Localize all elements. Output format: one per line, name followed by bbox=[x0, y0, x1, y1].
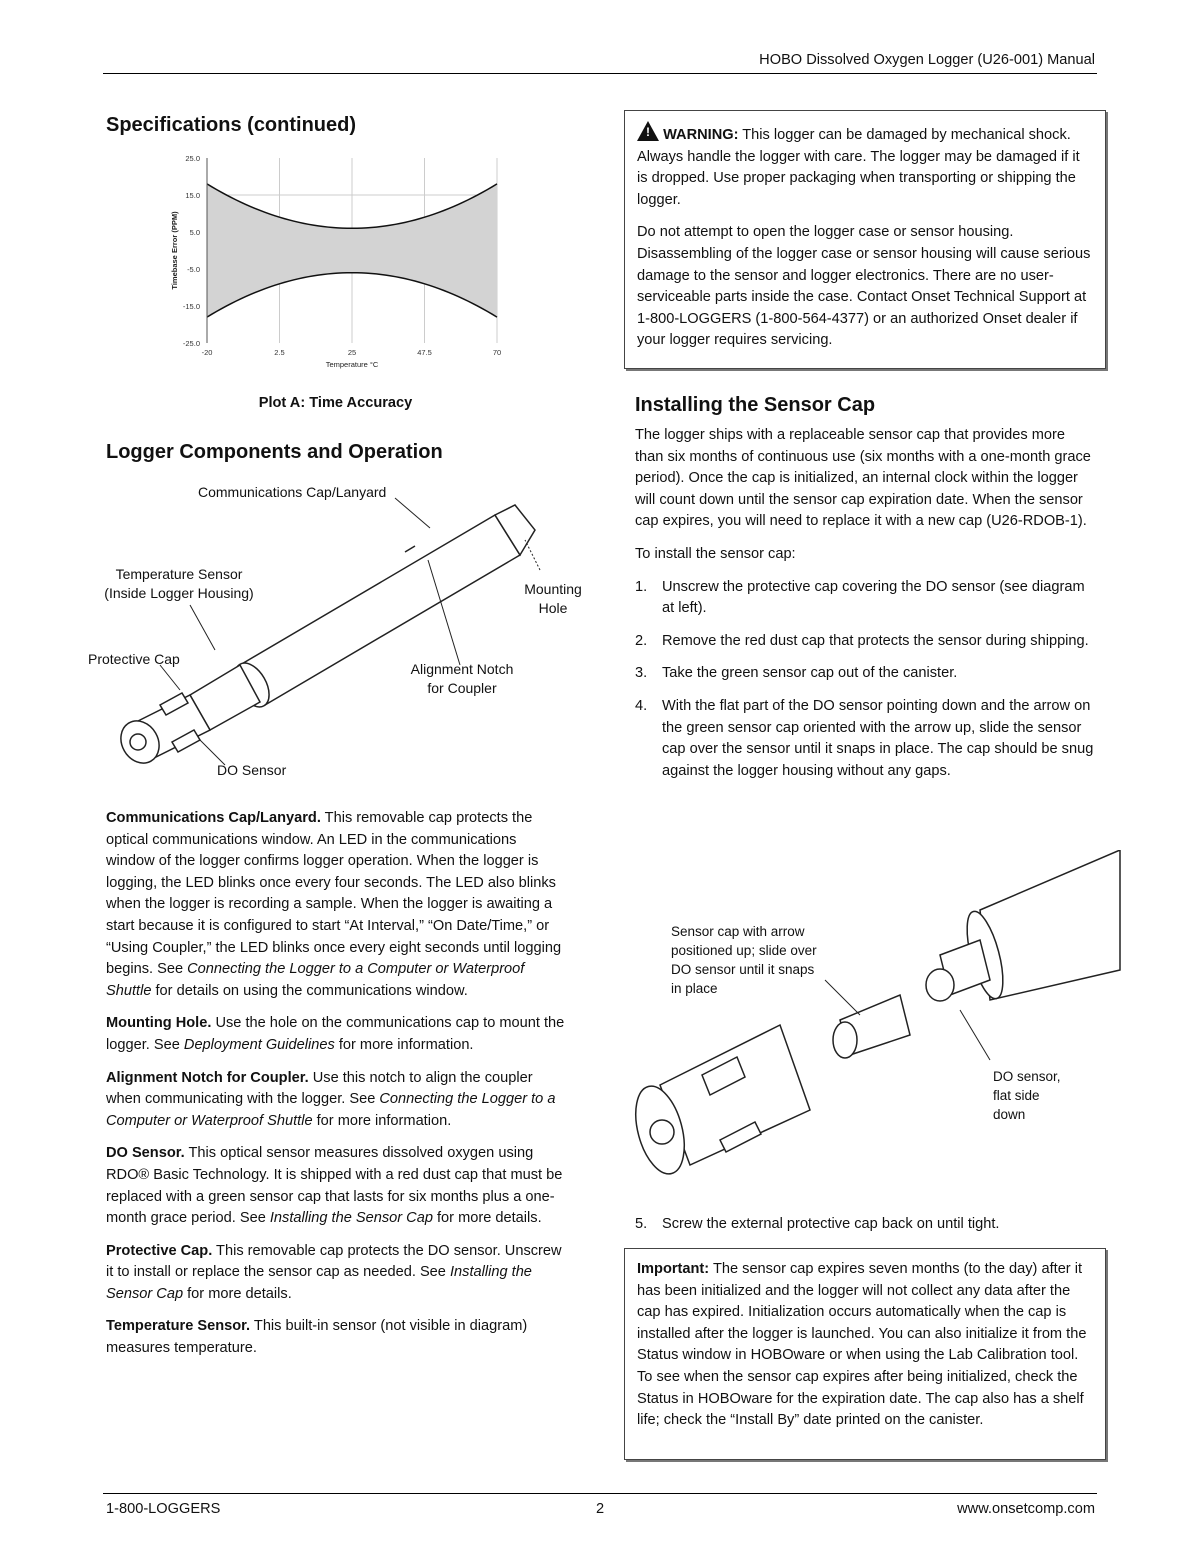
install-lead: To install the sensor cap: bbox=[635, 545, 796, 562]
y-axis-label: Timebase Error (PPM) bbox=[170, 211, 179, 290]
label-protective-cap: Protective Cap bbox=[88, 651, 180, 667]
x-tick-label: -20 bbox=[201, 348, 213, 357]
label-comm-cap: Communications Cap/Lanyard bbox=[198, 484, 387, 500]
label-cap-2: positioned up; slide over bbox=[671, 943, 817, 958]
install-step: 4. With the flat part of the DO sensor pointing down and the arrow on the green sensor cap oriented with the arrow up, slide the sensor cap over the sensor until it snaps in place. The cap should be snug against the logger housing without any gaps. bbox=[635, 697, 1094, 779]
label-do-1: DO sensor, bbox=[993, 1069, 1061, 1084]
component-paragraph: Protective Cap. This removable cap protects the DO sensor. Unscrew it to install or replace the sensor cap as needed. See Installing the Sensor Cap for more details. bbox=[106, 1242, 562, 1302]
component-paragraph: Alignment Notch for Coupler. Use this notch to align the coupler when communicating with the logger. See Connecting the Logger to a Computer or Waterproof Shuttle for more information. bbox=[106, 1069, 556, 1129]
time-accuracy-chart bbox=[160, 145, 510, 375]
important-box bbox=[624, 1248, 1106, 1460]
footer-phone: 1-800-LOGGERS bbox=[106, 1501, 221, 1517]
x-tick-label: 70 bbox=[492, 348, 502, 357]
label-do-sensor: DO Sensor bbox=[217, 762, 287, 778]
y-tick-label: -15.0 bbox=[182, 302, 200, 311]
x-tick-label: 2.5 bbox=[274, 348, 285, 357]
y-tick-label: 5.0 bbox=[189, 228, 200, 237]
y-tick-label: -5.0 bbox=[187, 265, 200, 274]
label-do-2: flat side bbox=[993, 1088, 1040, 1103]
label-mounting-sub: Hole bbox=[538, 600, 568, 616]
label-cap-3: DO sensor until it snaps bbox=[671, 962, 815, 977]
y-tick-label: 25.0 bbox=[185, 154, 200, 163]
component-paragraph: Temperature Sensor. This built-in sensor (not visible in diagram) measures temperature. bbox=[106, 1318, 528, 1357]
footer-url[interactable]: www.onsetcomp.com bbox=[957, 1501, 1095, 1517]
component-paragraph: Mounting Hole. Use the hole on the communications cap to mount the logger. See Deployment Guidelines for more information. bbox=[106, 1015, 565, 1053]
footer-rule bbox=[103, 1493, 1097, 1494]
component-paragraph: Communications Cap/Lanyard. This removable cap protects the optical communications window. An LED in the communications window of the logger confirms logger operation. When the logger is logging, the LED blinks once every four seconds. The LED also blinks when the logger is recording a sample. When the logger is awaiting a start because it is configured to start “At Interval,” “On Date/Time,” or “Using Coupler,” the LED blinks once every eight seconds until logging begins. See Connecting the Logger to a Computer or Waterproof Shuttle for details on using the communications window. bbox=[106, 810, 562, 999]
warning-label: WARNING: bbox=[663, 127, 739, 143]
x-tick-label: 47.5 bbox=[417, 348, 432, 357]
label-mounting: Mounting bbox=[524, 581, 582, 597]
label-do-3: down bbox=[993, 1107, 1026, 1122]
label-cap-1: Sensor cap with arrow bbox=[671, 924, 805, 939]
x-axis-label: Temperature °C bbox=[325, 360, 379, 369]
label-notch: Alignment Notch bbox=[410, 661, 514, 677]
label-temp-sensor: Temperature Sensor bbox=[115, 566, 243, 582]
warning-icon: ! bbox=[637, 121, 659, 141]
component-paragraph: DO Sensor. This optical sensor measures dissolved oxygen using RDO® Basic Technology. It is shipped with a red dust cap that must be replaced with a green sensor cap that lasts for six months plus a one-month grace period. See Installing the Sensor Cap for more details. bbox=[106, 1145, 563, 1227]
warning-text-2: Do not attempt to open the logger case or sensor housing. Disassembling of the logger case or sensor housing will cause serious damage to the sensor and logger electronics. There are no user-serviceable parts inside the case. Contact Onset Technical Support at 1-800-LOGGERS (1-800-564-4377) or an authorized Onset dealer if your logger requires servicing. bbox=[637, 224, 1091, 349]
logger-diagram bbox=[90, 480, 570, 800]
y-tick-label: -25.0 bbox=[182, 339, 200, 348]
plot-caption: Plot A: Time Accuracy bbox=[258, 395, 413, 411]
y-tick-label: 15.0 bbox=[185, 191, 200, 200]
warning-text: This logger can be damaged by mechanical shock. Always handle the logger with care. The logger may be damaged if it is dropped. Use proper packaging when transporting or shipping the logger. bbox=[637, 127, 1080, 208]
label-temp-sensor-sub: (Inside Logger Housing) bbox=[104, 585, 254, 601]
warning-box bbox=[624, 110, 1106, 369]
sensor-cap-diagram bbox=[630, 850, 1125, 1180]
install-heading: Installing the Sensor Cap bbox=[635, 394, 876, 416]
component-descriptions bbox=[106, 808, 568, 1371]
header-rule bbox=[103, 73, 1097, 74]
label-cap-4: in place bbox=[671, 981, 718, 996]
important-text: The sensor cap expires seven months (to the day) after it has been initialized and the logger will not collect any data after the cap has expired. Initialization occurs automatically when the cap is installed after the logger is launched. You can also initialize it from the Status window in HOBOware or when using the Lab Calibration tool. To see when the sensor cap expires after being initialized, check the Status in HOBOware for the expiration date. The cap also has a shelf life; check the “Install By” date printed on the canister. bbox=[637, 1261, 1087, 1429]
install-steps bbox=[635, 577, 1097, 783]
components-heading: Logger Components and Operation bbox=[106, 441, 443, 463]
important-label: Important: bbox=[637, 1261, 710, 1277]
x-tick-label: 25 bbox=[347, 348, 357, 357]
install-step: 2. Remove the red dust cap that protects the sensor during shipping. bbox=[635, 632, 1089, 649]
install-intro: The logger ships with a replaceable sensor cap that provides more than six months of continuous use (six months with a one-month grace period). Once the cap is initialized, an internal clock within the logger will count down until the sensor cap expiration date. When the sensor cap expires, you will need to replace it with a new cap (U26-RDOB-1). bbox=[635, 427, 1091, 530]
page-number: 2 bbox=[596, 1501, 605, 1517]
install-step: 3. Take the green sensor cap out of the canister. bbox=[635, 665, 958, 682]
specs-heading: Specifications (continued) bbox=[106, 114, 357, 136]
running-header: HOBO Dissolved Oxygen Logger (U26-001) Manual bbox=[759, 52, 1095, 68]
install-step: 1. Unscrew the protective cap covering the DO sensor (see diagram at left). bbox=[635, 578, 1085, 617]
label-notch-sub: for Coupler bbox=[427, 680, 497, 696]
install-step-5: 5. Screw the external protective cap back on until tight. bbox=[635, 1216, 1000, 1232]
